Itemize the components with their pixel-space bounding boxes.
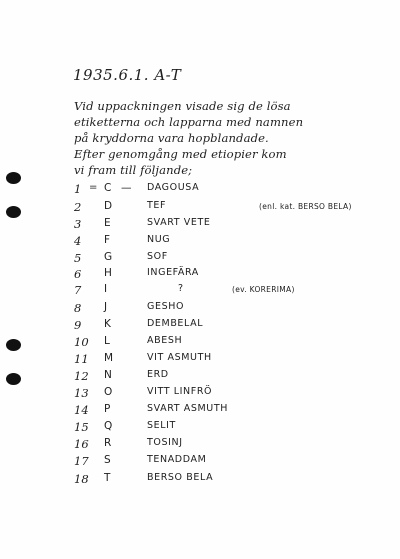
spice-name: SVART ASMUTH	[147, 403, 228, 414]
spice-name: SOF	[147, 251, 168, 262]
spice-name: ABESH	[147, 335, 183, 346]
list-item	[74, 437, 394, 455]
entry-number: 15	[74, 420, 89, 434]
entry-number: 8	[74, 301, 82, 315]
spice-name: INGEFÄRA	[147, 267, 199, 278]
spice-name: TENADDAM	[147, 454, 207, 465]
entry-letter: J	[104, 301, 108, 313]
entry-number: 4	[74, 234, 82, 248]
entry-number: 1	[74, 182, 82, 196]
entry-letter: I	[104, 283, 108, 295]
entry-letter: K	[104, 318, 112, 330]
entry-number: 12	[74, 369, 89, 383]
list-item	[74, 335, 394, 353]
list-item	[74, 472, 394, 490]
entry-letter: T	[104, 472, 111, 484]
spice-name: TEF	[147, 200, 167, 211]
entry-letter: H	[104, 267, 113, 279]
entry-letter: C	[104, 182, 112, 194]
entry-number: 16	[74, 437, 89, 451]
entry-letter: Q	[104, 420, 113, 432]
intro-line: etiketterna och lapparna med namnen	[74, 115, 304, 129]
punch-hole	[6, 206, 21, 218]
entry-number: 6	[74, 267, 82, 281]
list-item	[74, 352, 394, 370]
spice-name: GESHO	[147, 301, 185, 312]
intro-line: Efter genomgång med etiopier kom	[74, 147, 287, 161]
entry-note: (enl. kat. BERSO BELA)	[259, 202, 352, 211]
spice-name: ?	[178, 283, 184, 294]
list-item	[74, 318, 394, 336]
list-item	[74, 403, 394, 421]
entry-note: (ev. KORERIMA)	[232, 285, 295, 294]
list-item	[74, 283, 394, 301]
entry-number: 5	[74, 251, 82, 265]
entry-number: 9	[74, 318, 82, 332]
entry-number: 11	[74, 352, 89, 366]
spice-name: TOSINJ	[147, 437, 183, 448]
entry-letter: O	[104, 386, 113, 398]
list-item	[74, 217, 394, 235]
entry-letter: S	[104, 454, 112, 466]
spice-name: SELIT	[147, 420, 176, 431]
entry-number: 7	[74, 283, 82, 297]
spice-name: SVART VETE	[147, 217, 211, 228]
entry-number: 2	[74, 200, 82, 214]
entry-letter: M	[104, 352, 114, 364]
document-header: 1935.6.1. A-T	[73, 66, 182, 84]
spice-name: DAGOUSA	[147, 182, 200, 193]
list-item	[74, 301, 394, 319]
list-item	[74, 420, 394, 438]
entry-letter: L	[104, 335, 111, 347]
entry-letter: N	[104, 369, 113, 381]
spice-name: ERD	[147, 369, 169, 380]
punch-hole	[6, 373, 21, 385]
list-item	[74, 386, 394, 404]
list-item	[74, 234, 394, 252]
entry-number: 10	[74, 335, 89, 349]
equals-sign: =	[89, 182, 98, 193]
list-item	[74, 200, 394, 218]
entry-number: 18	[74, 472, 89, 486]
entry-letter: E	[104, 217, 112, 229]
list-item	[74, 454, 394, 472]
spice-name: VIT ASMUTH	[147, 352, 212, 363]
entry-letter: D	[104, 200, 113, 212]
list-item	[74, 182, 394, 200]
entry-number: 14	[74, 403, 89, 417]
spice-name: NUG	[147, 234, 171, 245]
intro-line: på kryddorna vara hopblandade.	[74, 131, 269, 145]
entry-letter: G	[104, 251, 113, 263]
intro-line: vi fram till följande;	[74, 163, 193, 177]
entry-number: 17	[74, 454, 89, 468]
entry-letter: P	[104, 403, 111, 415]
entry-letter: F	[104, 234, 111, 246]
punch-hole	[6, 339, 21, 351]
spice-name: VITT LINFRÖ	[147, 386, 213, 397]
list-item	[74, 369, 394, 387]
spice-name: BERSO BELA	[147, 472, 214, 483]
spice-name: DEMBELAL	[147, 318, 204, 329]
intro-line: Vid uppackningen visade sig de lösa	[74, 99, 291, 113]
entry-number: 13	[74, 386, 89, 400]
entry-letter: R	[104, 437, 112, 449]
punch-hole	[6, 172, 21, 184]
entry-dash: —	[121, 182, 132, 194]
entry-number: 3	[74, 217, 82, 231]
